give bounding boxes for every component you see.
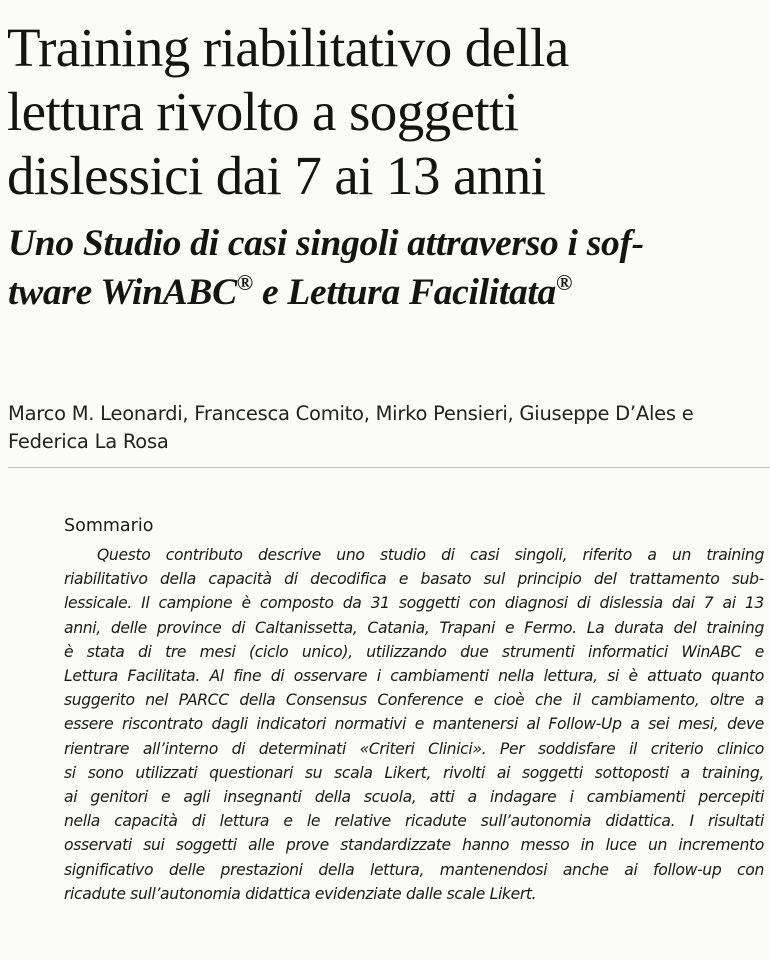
abstract-line: Lettura Facilitata. Al fine di osservare i cambiamenti nella lettura, si è attuato quanto — [64, 667, 764, 686]
abstract-line: osservati sui soggetti alle prove standardizzate hanno messo in luce un incremento — [64, 836, 764, 855]
article-title — [7, 16, 767, 208]
title-line: lettura rivolto a soggetti — [7, 81, 519, 142]
abstract-line: significativo delle prestazioni della lettura, mantenendosi anche ai follow-up con — [64, 860, 764, 879]
registered-trademark: ® — [555, 270, 573, 295]
article-subtitle — [8, 219, 768, 317]
registered-trademark: ® — [236, 270, 253, 295]
author-list — [8, 400, 768, 456]
abstract-line: nella capacità di lettura e le relative ricadute sull’autonomia didattica. I risultati — [64, 812, 764, 831]
author-line: Federica La Rosa — [8, 430, 169, 453]
abstract-line: è stata di tre mesi (ciclo unico), utilizzando due strumenti informatici WinABC e — [64, 642, 764, 661]
title-line: dislessici dai 7 ai 13 anni — [7, 145, 546, 206]
subtitle-line: Uno Studio di casi singoli attraverso i sof- — [8, 223, 644, 264]
subtitle-text-part: e Lettura Facilitata — [252, 272, 556, 313]
abstract-body — [64, 543, 764, 906]
abstract-line: Questo contributo descrive uno studio di casi singoli, riferito a un training — [97, 546, 764, 564]
abstract-line: suggerito nel PARCC della Consensus Conference e cioè che il cambiamento, oltre a — [64, 691, 764, 710]
author-line: Marco M. Leonardi, Francesca Comito, Mirko Pensieri, Giuseppe D’Ales e — [8, 402, 694, 425]
abstract-heading: Sommario — [64, 516, 154, 536]
abstract-line: anni, delle province di Caltanissetta, Catania, Trapani e Fermo. La durata del training — [64, 618, 764, 637]
abstract-line: rientrare all’interno di determinati «Criteri Clinici». Per soddisfare il criterio clinico — [64, 739, 764, 758]
abstract-line: essere riscontrato dagli indicatori normativi e mantenersi al Follow-Up a sei mesi, deve — [64, 715, 764, 734]
subtitle-line — [8, 268, 768, 317]
abstract-line: ai genitori e agli insegnanti della scuola, atti a indagare i cambiamenti percepiti — [64, 788, 764, 807]
abstract-line: lessicale. Il campione è composto da 31 soggetti con diagnosi di dislessia dai 7 ai 13 — [64, 594, 764, 613]
abstract-line: ricadute sull’autonomia didattica evidenziate dalle scale Likert. — [64, 884, 537, 903]
subtitle-text-part: tware WinABC — [8, 272, 237, 313]
abstract-line: riabilitativo della capacità di decodifica e basato sul principio del trattamento sub- — [64, 570, 764, 589]
abstract-line: si sono utilizzati questionari su scala Likert, rivolti ai soggetti sottoposti a training, — [64, 763, 764, 782]
divider — [8, 467, 770, 468]
title-line: Training riabilitativo della — [7, 17, 569, 78]
